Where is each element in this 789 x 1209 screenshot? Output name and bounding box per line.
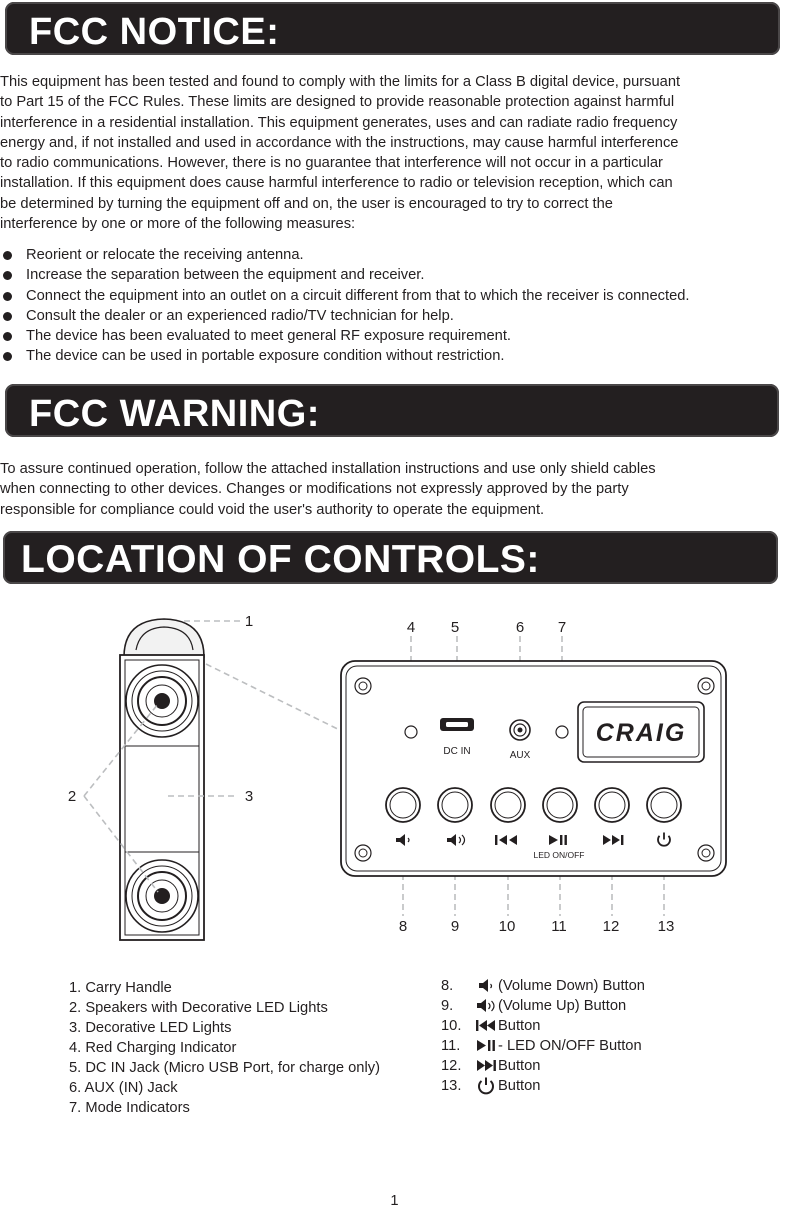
callout-7: 7: [557, 619, 567, 636]
speaker-top: [126, 665, 198, 737]
legend-number: 11.: [441, 1038, 461, 1054]
callout-6: 6: [515, 619, 525, 636]
speaker-side-view: [120, 619, 204, 940]
fcc-notice-banner: [5, 2, 780, 55]
legend-text: Button: [498, 1058, 541, 1074]
callout-3: 3: [244, 788, 254, 805]
previous-button: [491, 788, 525, 822]
legend-number: 10.: [441, 1018, 462, 1034]
measure-item: Reorient or relocate the receiving antenna.: [0, 245, 690, 265]
fcc-measures-list: [0, 245, 690, 367]
callout-5: 5: [450, 619, 460, 636]
aux-label: AUX: [509, 750, 531, 761]
play-pause-icon: [474, 1036, 498, 1056]
controls-legend-left: [69, 978, 380, 1118]
legend-text: (Volume Up) Button: [498, 998, 627, 1014]
legend-item: 1. Carry Handle: [69, 980, 172, 996]
legend-text: Button: [498, 1078, 541, 1094]
legend-number: 8.: [441, 978, 454, 994]
callout-4: 4: [406, 619, 416, 636]
measure-item: The device can be used in portable exposure condition without restriction.: [0, 346, 690, 366]
aux-jack: [510, 720, 530, 740]
led-on-off-label: LED ON/OFF: [533, 850, 585, 860]
play-pause-button: [543, 788, 577, 822]
legend-text: Button: [498, 1018, 541, 1034]
callout-1: 1: [244, 613, 254, 630]
legend-item: 6. AUX (IN) Jack: [69, 1080, 178, 1096]
controls-diagram: [0, 600, 789, 960]
measure-item: Consult the dealer or an experienced radio/TV technician for help.: [0, 306, 690, 326]
brand-logo: CRAIG: [595, 719, 687, 747]
control-panel: [341, 661, 726, 876]
controls-legend-right: [441, 976, 645, 1096]
legend-item: [441, 1056, 645, 1076]
fcc-warning-paragraph: To assure continued operation, follow the attached installation instructions and use only shield cables when connecting to other devices. Changes or modifications not expressly approved by the party responsible for compliance could void the user's authority to operate the equipment.: [0, 461, 656, 518]
dc-in-label: DC IN: [443, 746, 471, 757]
volume-up-icon: [474, 996, 498, 1016]
legend-item: 2. Speakers with Decorative LED Lights: [69, 1000, 328, 1016]
legend-item: 3. Decorative LED Lights: [69, 1020, 232, 1036]
power-button: [647, 788, 681, 822]
next-button: [595, 788, 629, 822]
legend-item: [441, 1036, 645, 1056]
dc-in-port: [440, 718, 474, 731]
page-number: 1: [390, 1193, 399, 1209]
carry-handle: [124, 619, 204, 657]
legend-text: (Volume Down) Button: [498, 978, 645, 994]
measure-item: Increase the separation between the equipment and receiver.: [0, 265, 690, 285]
callout-9: 9: [450, 918, 460, 935]
power-icon: [474, 1076, 498, 1096]
legend-item: [441, 996, 645, 1016]
legend-item: 5. DC IN Jack (Micro USB Port, for charge only): [69, 1060, 380, 1076]
callout-11: 11: [551, 918, 567, 935]
callout-10: 10: [498, 918, 516, 935]
legend-number: 13.: [441, 1078, 462, 1094]
fcc-warning-heading: FCC WARNING:: [29, 393, 320, 435]
charging-indicator: [405, 726, 417, 738]
volume-down-button: [386, 788, 420, 822]
legend-number: 12.: [441, 1058, 462, 1074]
legend-item: 4. Red Charging Indicator: [69, 1040, 237, 1056]
legend-item: [441, 1016, 645, 1036]
callout-12: 12: [602, 918, 620, 935]
measure-item: Connect the equipment into an outlet on a circuit different from that to which the receiver is connected.: [0, 286, 690, 306]
callout-13: 13: [657, 918, 675, 935]
previous-track-icon: [474, 1016, 498, 1036]
speaker-bottom: [126, 860, 198, 932]
controls-banner: [3, 531, 778, 584]
next-track-icon: [474, 1056, 498, 1076]
fcc-warning-banner: [5, 384, 779, 437]
controls-heading: LOCATION OF CONTROLS:: [21, 538, 540, 581]
volume-up-button: [438, 788, 472, 822]
measure-item: The device has been evaluated to meet general RF exposure requirement.: [0, 326, 690, 346]
legend-text: - LED ON/OFF Button: [498, 1038, 642, 1054]
legend-item: 7. Mode Indicators: [69, 1100, 190, 1116]
legend-item: [441, 976, 645, 996]
brand-badge: [578, 702, 704, 762]
mode-indicator: [556, 726, 568, 738]
legend-number: 9.: [441, 998, 454, 1014]
callout-2: 2: [67, 788, 77, 805]
legend-item: [441, 1076, 645, 1096]
callout-8: 8: [398, 918, 408, 935]
volume-down-icon: [474, 976, 498, 996]
fcc-notice-heading: FCC NOTICE:: [29, 11, 280, 53]
fcc-notice-paragraph: This equipment has been tested and found to comply with the limits for a Class B digital device, pursuant to Part 15 of the FCC Rules. These limits are designed to provide reasonable protection against harmful interference in a residential installation. This equipment generates, uses and can radiate radio frequency energy and, if not installed and used in accordance with the instructions, may cause harmful interference to radio communications. However, there is no guarantee that interference will not occur in a particular installation. If this equipment does cause harmful interference to radio or television reception, which can be determined by turning the equipment off and on, the user is encouraged to try to correct the interference by one or more of the following measures:: [0, 74, 681, 233]
